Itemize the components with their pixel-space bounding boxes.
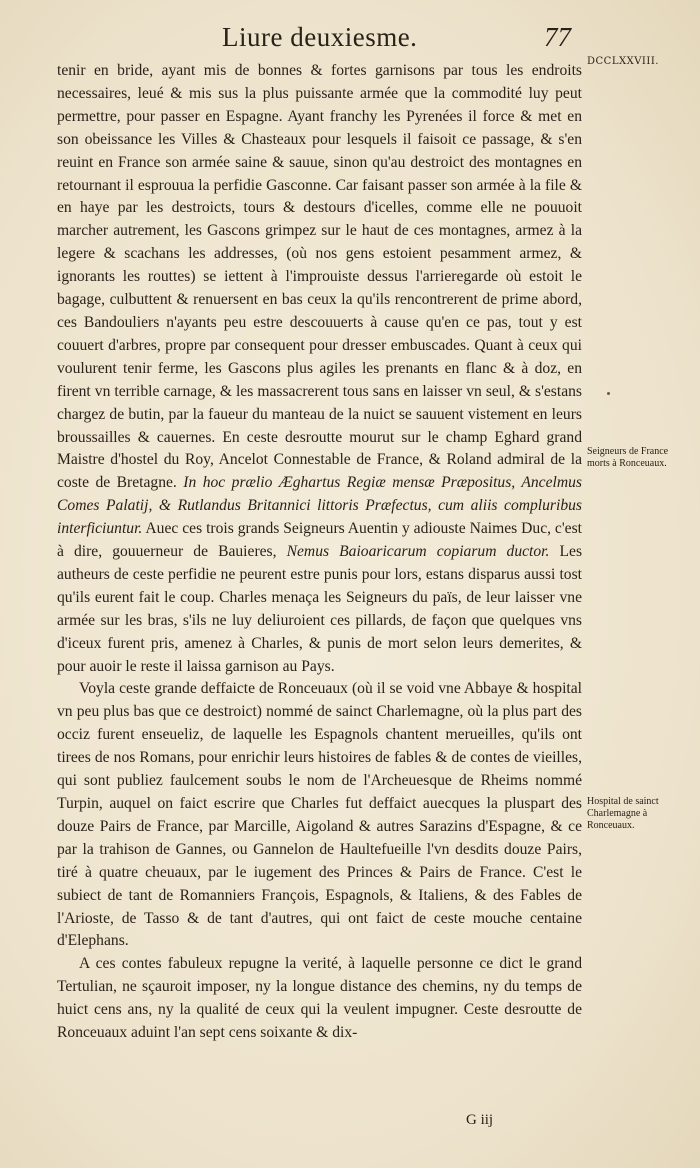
paragraph-3: A ces contes fabuleux repugne la verité, à laquelle personne ce dict le grand Tertulian, ne sçauroit imposer, ny la longue distance des chemins, ny du temps de huict cens ans, ny la qualité de ceux qui la veulent impugner. Ceste desroutte de Ronceuaux aduint l'an sept cens soixante & dix- bbox=[57, 955, 582, 1042]
page-header bbox=[0, 22, 700, 67]
latin-quote-1: In hoc prælio Æghartus Regiæ mensæ Præpositus, Ancelmus Comes Palatij, & Rutlandus Britannici littoris Præfectus, cum aliis compluribus interficiuntur. bbox=[57, 474, 582, 538]
ink-mark bbox=[607, 392, 610, 395]
signature-mark: G iij bbox=[466, 1112, 494, 1128]
paragraph-1 bbox=[57, 60, 582, 678]
margin-note-seigneurs: Seigneurs de France morts à Ronceuaux. bbox=[587, 446, 669, 469]
running-title: Liure deuxiesme. bbox=[222, 22, 418, 52]
paragraph-1-continued: Auec ces trois grands Seigneurs Auentin y adiouste Naimes Duc, c'est à dire, gouuerneur de Bauieres, bbox=[57, 520, 582, 561]
latin-quote-2: Nemus Baioaricarum copiarum ductor. bbox=[286, 543, 550, 561]
page-number: 77 bbox=[544, 22, 571, 52]
paragraph-2: Voyla ceste grande deffaicte de Ronceuaux (où il se void vne Abbaye & hospital vn peu plus bas que ce destroict) nommé de sainct Charlemagne, où la plus part des occiz furent enseueliz, de laquelle les Espagnols chantent merueilles, qu'ils ont tirees de nos Romans, pour enrichir leurs histoires de fables & de contes de vieilles, qui sont publiez faulcement soubs le nom de l'Archeuesque de Rheims nommé Turpin, auquel on faict escrire que Charles fut deffaict auecques la pluspart des douze Pairs de France, par Marcille, Aigoland & autres Sarazins d'Espagne, & ce par la trahison de Gannes, ou Gannelon de Haultefueille l'vn desdits douze Pairs, tiré à quatre cheuaux, par le iugement des Princes & Pairs de France. C'est le subiect de tant de Romanniers François, Espagnols, & Italiens, & des Fables de l'Arioste, de Tasso & de tant d'autres, qui ont faict de ceste mouche centaine d'Elephans. bbox=[57, 680, 582, 950]
body-text bbox=[57, 60, 582, 1045]
paragraph-1-end: Les autheurs de ceste perfidie ne peurent estre punis pour lors, estans disparus aussi tost qu'ils eurent fait le coup. Charles menaça les Seigneurs du païs, de leur laisser vne armée sur les bras, s'ils ne luy deliuroient ces pillards, de façon que quelques vns d'iceux furent pris, amenez à Charles, & punis de mort selon leurs demerites, & pour auoir le reste il laissa garnison au Pays. bbox=[57, 543, 583, 675]
margin-note-hospital: Hospital de sainct Charlemagne à Ronceuaux. bbox=[587, 796, 659, 831]
year-margin: DCCLXXVIII. bbox=[587, 56, 659, 67]
paragraph-1-text: tenir en bride, ayant mis de bonnes & fortes garnisons par tous les endroits necessaires, leué & mis sus la plus puissante armée que la commodité luy peut permettre, pour passer en Espagne. Ayant franchy les Pyrenées il force & met en son obeissance les Villes & Chasteaux pour lesquels il faisoit ce passage, & s'en reuint en France son armée saine & sauue, sinon qu'au destroict des montagnes en retournant il esprouua la perfidie Gasconne. Car faisant passer son armée à la file & en haye par les destroicts, tours & destours d'icelles, comme elle ne pouuoit marcher autrement, les Gascons grimpez sur le haut de ces montagnes, armez à la legere & scachans les addresses, (où nos gens estoient pesamment armez, & ignorants les routtes) se iettent à l'improuiste dessus l'arrieregarde où estoit le bagage, culbuttent & renuersent en bas ceux la qu'ils rencontrerent de prime abord, ces Bandouliers n'ayants peu estre descouuerts à cause qu'en ce pas, tout y est couuert d'arbres, propre par consequent pour dresser embuscades. Quant à ceux qui voulurent tenir ferme, les Gascons plus agiles les prenants en flanc & à doz, en firent vn terrible carnage, & les massacrerent tous sans en laisser vn seul, & s'estans chargez de butin, par la faueur du manteau de la nuict se sauuent vistement en leurs broussailles & cauernes. En ceste desroutte mourut sur le champ Eghard grand Maistre d'hostel du Roy, Ancelot Connestable de France, & Roland admiral de la coste de Bretagne. bbox=[57, 62, 582, 492]
